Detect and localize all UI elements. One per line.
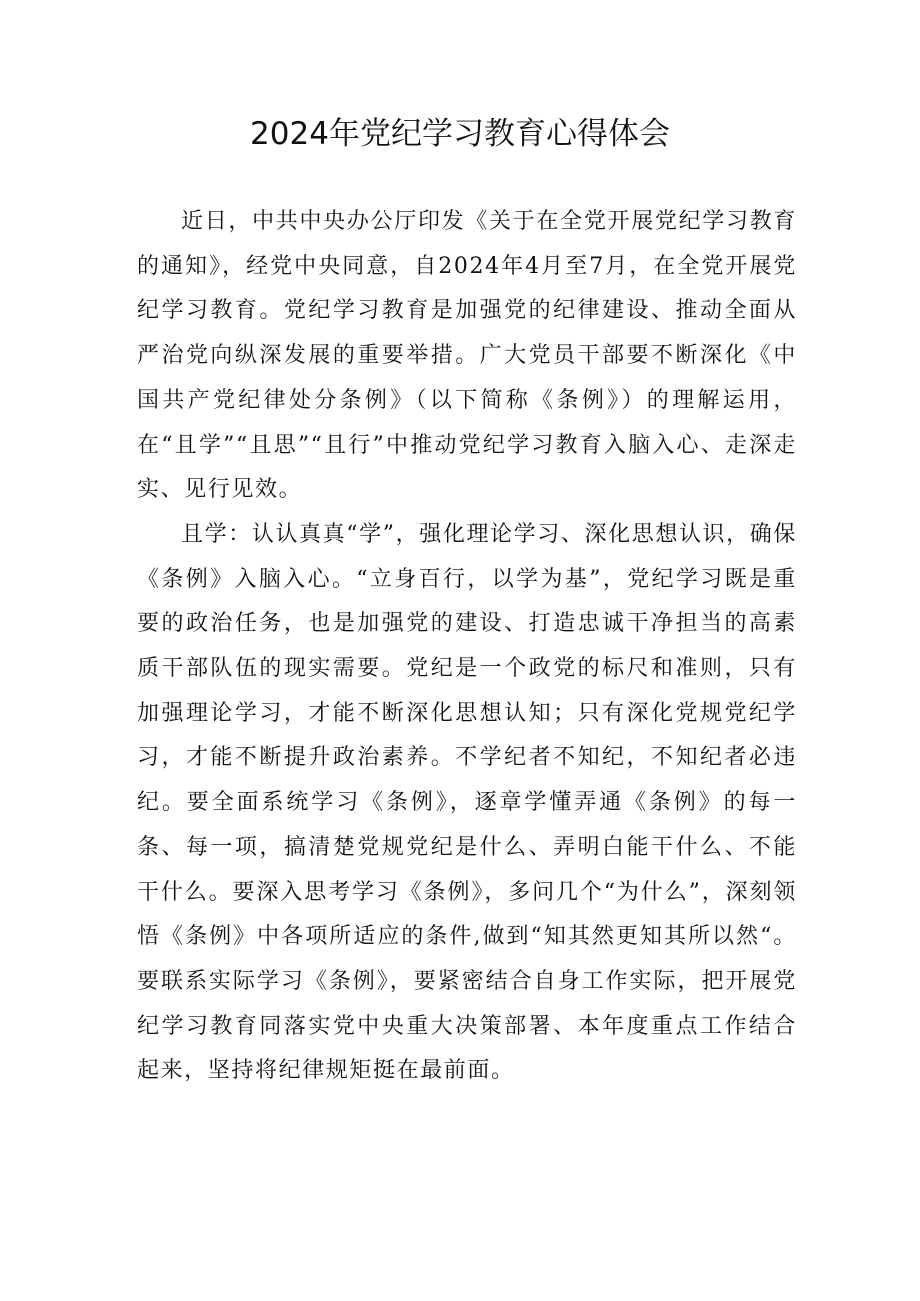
paragraph-study: 且学：认认真真“学”，强化理论学习、深化思想认识，确保《条例》入脑入心。“立身百行，以学为基”，党纪学习既是重要的政治任务，也是加强党的建设、打造忠诚干净担当的高素质干部队伍的现实需要。党纪是一个政党的标尺和准则，只有加强理论学习，才能不断深化思想认知；只有深化党规党纪学习，才能不断提升政治素养。不学纪者不知纪，不知纪者必违纪。要全面系统学习《条例》，逐章学懂弄通《条例》的每一条、每一项，搞清楚党规党纪是什么、弄明白能干什么、不能干什么。要深入思考学习《条例》，多问几个“为什么”，深刻领悟《条例》中各项所适应的条件,做到“知其然更知其所以然“。要联系实际学习《条例》，要紧密结合自身工作实际，把开展党纪学习教育同落实党中央重大决策部署、本年度重点工作结合起来，坚持将纪律规矩挺在最前面。	[137, 521, 797, 1084]
document-body	[137, 200, 797, 1094]
paragraph-intro: 近日，中共中央办公厅印发《关于在全党开展党纪学习教育的通知》，经党中央同意，自2024年4月至7月，在全党开展党纪学习教育。党纪学习教育是加强党的纪律建设、推动全面从严治党向纵深发展的重要举措。广大党员干部要不断深化《中国共产党纪律处分条例》（以下简称《条例》）的理解运用，在“且学”“且思”“且行”中推动党纪学习教育入脑入心、走深走实、见行见效。	[137, 209, 797, 503]
document-title: 2024年党纪学习教育心得体会	[250, 116, 670, 152]
